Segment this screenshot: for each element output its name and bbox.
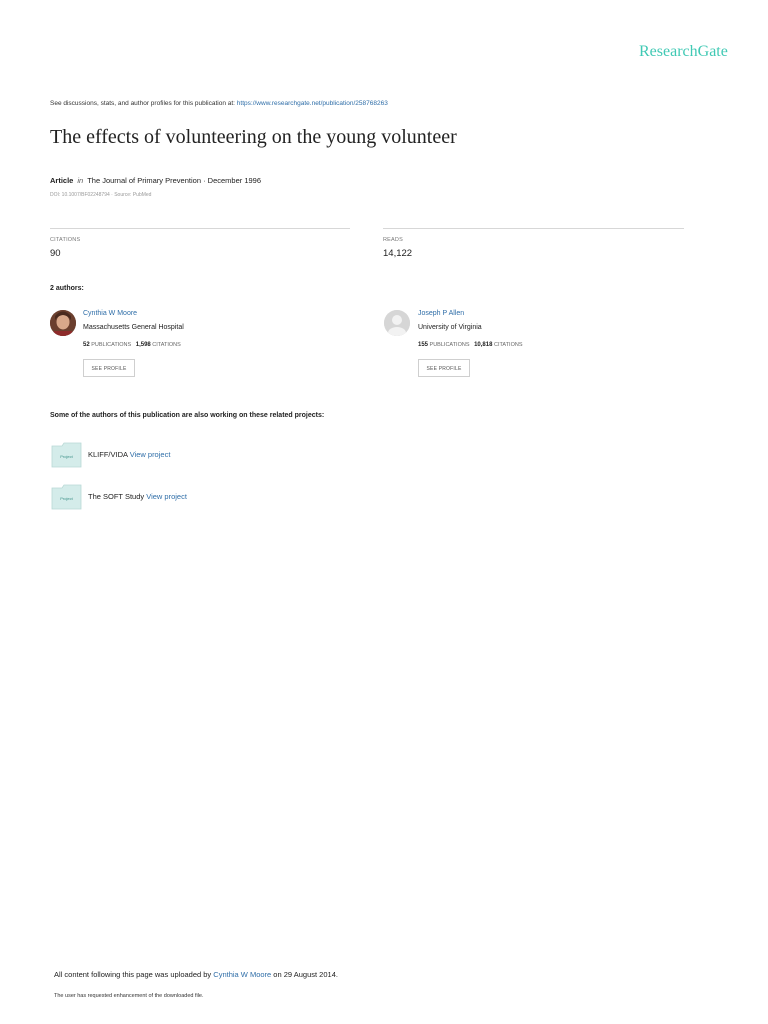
in-word: in: [77, 176, 84, 185]
project-item: [88, 450, 170, 459]
article-type: Article: [50, 176, 74, 185]
folder-icon-graphic: [51, 442, 82, 468]
see-profile-button[interactable]: SEE PROFILE: [418, 359, 470, 377]
reads-divider: [383, 228, 684, 229]
upload-prefix: All content following this page was uploaded by: [54, 970, 214, 979]
citations-count: 1,598: [135, 342, 151, 348]
folder-label: Project: [60, 454, 73, 459]
discussion-notice: [50, 100, 388, 107]
related-projects-heading: Some of the authors of this publication are also working on these related projects:: [50, 412, 325, 419]
researchgate-logo[interactable]: ResearchGate: [639, 43, 728, 60]
citations-label: CITATIONS: [50, 237, 81, 243]
upload-notice: [54, 970, 338, 979]
citations-value: 90: [50, 248, 61, 259]
journal-line: The Journal of Primary Prevention · December 1996: [87, 176, 262, 185]
default-avatar-icon[interactable]: [384, 310, 410, 336]
authors-heading: 2 authors:: [50, 285, 84, 292]
author-photo[interactable]: [50, 310, 76, 336]
enhancement-note: The user has requested enhancement of the downloaded file.: [54, 993, 204, 999]
author-name-link[interactable]: Joseph P Allen: [418, 310, 465, 317]
project-name: KLIFF/VIDA: [88, 450, 130, 459]
upload-suffix: on 29 August 2014.: [271, 970, 338, 979]
publications-label: PUBLICATIONS: [91, 342, 132, 348]
citations-count: 10,818: [474, 342, 493, 348]
author-stats: [83, 342, 181, 348]
author-photo-graphic: [50, 310, 76, 336]
folder-label: Project: [60, 496, 73, 501]
publications-count: 52: [83, 342, 90, 348]
doi-line: DOI: 10.1007/BF02248794 · Source: PubMed: [50, 192, 152, 198]
folder-icon: [51, 484, 82, 508]
folder-icon-graphic: [51, 484, 82, 510]
publication-url-link[interactable]: https://www.researchgate.net/publication/258768263: [236, 100, 388, 107]
discussion-notice-text: See discussions, stats, and author profiles for this publication at:: [50, 100, 237, 107]
folder-icon: [51, 442, 82, 466]
publications-count: 155: [418, 342, 429, 348]
publications-label: PUBLICATIONS: [429, 342, 470, 348]
author-name-link[interactable]: Cynthia W Moore: [83, 310, 138, 317]
view-project-link[interactable]: View project: [146, 492, 187, 501]
author-stats: [418, 342, 523, 348]
default-avatar-graphic: [384, 310, 410, 336]
article-meta-line: [50, 176, 261, 185]
project-item: [88, 492, 187, 501]
page-title: The effects of volunteering on the young volunteer: [50, 126, 457, 148]
reads-value: 14,122: [383, 248, 413, 259]
author-institution: University of Virginia: [418, 324, 482, 331]
see-profile-button[interactable]: SEE PROFILE: [83, 359, 135, 377]
project-name: The SOFT Study: [88, 492, 147, 501]
citations-divider: [50, 228, 350, 229]
author-institution: Massachusetts General Hospital: [83, 324, 184, 331]
uploader-link[interactable]: Cynthia W Moore: [213, 970, 272, 979]
reads-label: READS: [383, 237, 403, 243]
citations-count-label: CITATIONS: [152, 342, 181, 348]
view-project-link[interactable]: View project: [129, 450, 171, 459]
citations-count-label: CITATIONS: [493, 342, 523, 348]
